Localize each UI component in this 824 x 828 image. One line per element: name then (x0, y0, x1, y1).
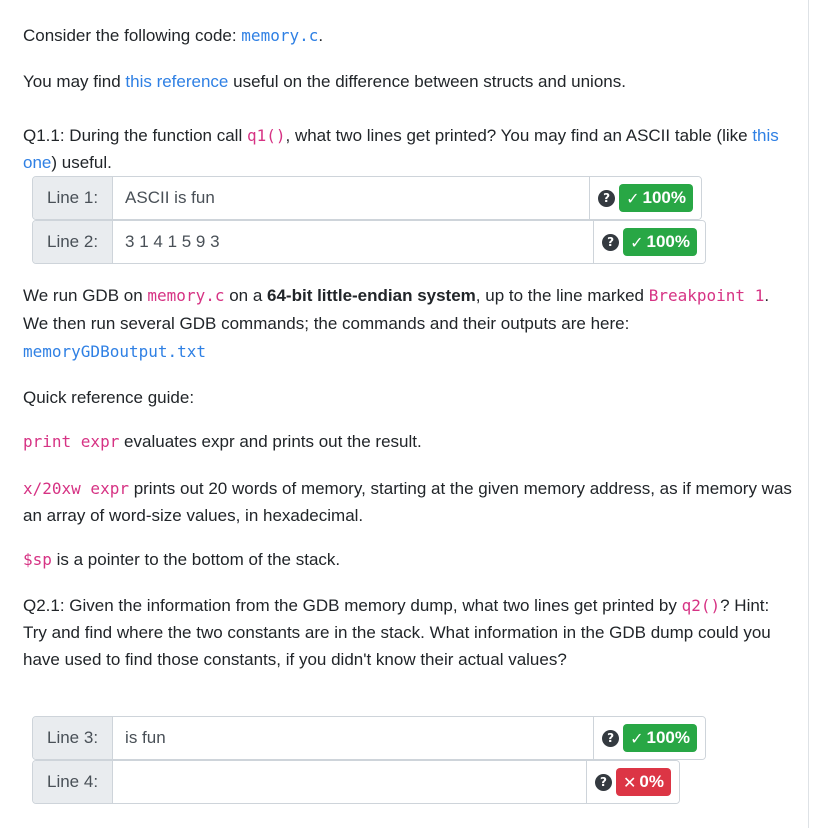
guide-x: x/20xw expr prints out 20 words of memory, starting at the given memory address, as if memory was an array of word-size values, in hexadecimal. (23, 479, 792, 525)
intro-paragraph-1: Consider the following code: memory.c. (23, 26, 324, 45)
answer-group-line-1 (32, 176, 702, 220)
help-icon[interactable]: ? (595, 774, 612, 791)
answer-group-line-4 (32, 760, 680, 804)
help-icon[interactable]: ? (598, 190, 615, 207)
line-1-label: Line 1: (33, 177, 113, 219)
help-icon[interactable]: ? (602, 234, 619, 251)
line-2-input[interactable] (113, 221, 593, 263)
score-badge-line-1: ✓ 100% (619, 184, 693, 212)
breakpoint-code: Breakpoint 1 (648, 286, 765, 305)
line-4-input[interactable] (113, 761, 586, 803)
line-4-label: Line 4: (33, 761, 113, 803)
score-badge-line-2: ✓ 100% (623, 228, 697, 256)
cross-icon: ✕ (623, 772, 637, 792)
guide-heading: Quick reference guide: (23, 388, 195, 407)
ascii-table-link[interactable]: this one (23, 126, 779, 172)
intro-paragraph-2: You may find this reference useful on the difference between structs and unions. (23, 72, 626, 91)
reference-link[interactable]: this reference (125, 72, 229, 91)
x-code: x/20xw expr (23, 479, 129, 498)
score-badge-line-4: ✕ 0% (616, 768, 671, 796)
intro-text: Consider the following code: (23, 26, 242, 45)
score-badge-line-3: ✓ 100% (623, 724, 697, 752)
line-1-input[interactable] (113, 177, 589, 219)
gdb-paragraph: We run GDB on memory.c on a 64-bit little-endian system, up to the line marked Breakpoint 1. We then run several GDB commands; the commands and their outputs are here: memoryGDBoutput.txt (23, 286, 770, 361)
q2-prompt: Q2.1: Given the information from the GDB memory dump, what two lines get printed by q2()? Hint: Try and find where the two constants are in the stack. What information in the GDB dump could you have used to find those constants, if you didn't know their actual values? (23, 596, 771, 669)
q1-function-code: q1() (246, 126, 286, 145)
print-code: print expr (23, 432, 120, 451)
q2-function-code: q2() (681, 596, 721, 615)
guide-print: print expr evaluates expr and prints out the result. (23, 432, 422, 451)
q1-prompt: Q1.1: During the function call q1(), what two lines get printed? You may find an ASCII table (like this one) useful. (23, 126, 779, 172)
line-3-grade (593, 717, 705, 759)
check-icon: ✓ (630, 728, 644, 748)
check-icon: ✓ (626, 188, 640, 208)
line-2-grade (593, 221, 705, 263)
answer-group-line-3 (32, 716, 706, 760)
line-1-grade (589, 177, 701, 219)
memory-c-link[interactable]: memory.c (241, 26, 319, 45)
answer-group-line-2 (32, 220, 706, 264)
line-3-input[interactable] (113, 717, 593, 759)
line-2-label: Line 2: (33, 221, 113, 263)
line-4-grade (586, 761, 679, 803)
guide-sp: $sp is a pointer to the bottom of the stack. (23, 550, 341, 569)
help-icon[interactable]: ? (602, 730, 619, 747)
line-3-label: Line 3: (33, 717, 113, 759)
check-icon: ✓ (630, 232, 644, 252)
gdb-output-link[interactable]: memoryGDBoutput.txt (23, 342, 207, 361)
sp-code: $sp (23, 550, 52, 569)
